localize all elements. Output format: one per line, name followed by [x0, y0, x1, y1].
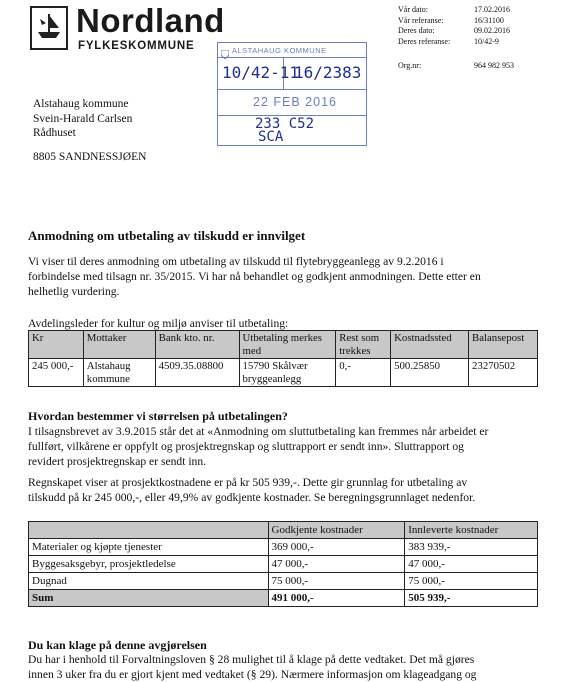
table-cell: 500.25850: [391, 359, 469, 387]
recipient-address: [33, 97, 132, 141]
table-cell: 75 000,-: [268, 573, 405, 590]
org-number-row: Org.nr: 964 982 953: [398, 61, 514, 70]
column-header: Godkjente kostnader: [268, 522, 405, 539]
table-cell: 75 000,-: [405, 573, 538, 590]
recipient-city: 8805 SANDNESSJØEN: [33, 151, 147, 163]
stamp-code: 233 C52: [255, 116, 315, 132]
stamp-initials: SCA: [258, 129, 284, 145]
table-cell: Alstahaug kommune: [83, 359, 155, 387]
table-cell: 369 000,-: [268, 539, 405, 556]
column-header: Mottaker: [83, 331, 155, 359]
table-cell: 0,-: [336, 359, 391, 387]
table-cell: 47 000,-: [405, 556, 538, 573]
table-sum-row: [29, 590, 538, 607]
stamp-divider: [218, 89, 366, 90]
table-header-row: [29, 331, 538, 359]
section-heading: Hvordan bestemmer vi størrelsen på utbetalingen?: [28, 409, 288, 423]
table-cell: 383 939,-: [405, 539, 538, 556]
section-paragraph: Du har i henhold til Forvaltningsloven § 28 mulighet til å klage på dette vedtaket. Det må gjøres innen 3 uker fra du er gjort kjent med vedtaket (§ 29). Nærmere informasjon om klageadgang og: [28, 653, 477, 681]
column-header: Utbetaling merkes med: [239, 331, 336, 359]
table-row: [29, 556, 538, 573]
logo-emblem: [30, 6, 68, 50]
column-header: Kr: [29, 331, 84, 359]
table-row: [29, 359, 538, 387]
stamp-ref-1: 10/42-11: [222, 63, 300, 82]
reference-row: Vår referanse: 16/31100: [398, 15, 504, 25]
table-cell: 505 939,-: [405, 590, 538, 607]
table-cell: 245 000,-: [29, 359, 84, 387]
logo-subtitle: FYLKESKOMMUNE: [78, 40, 195, 52]
section-heading: Du kan klage på denne avgjørelsen: [28, 638, 207, 652]
address-line: Rådhuset: [33, 127, 76, 139]
address-line: Alstahaug kommune: [33, 98, 129, 110]
logo-name: Nordland: [76, 2, 225, 39]
column-header: [29, 522, 269, 539]
intro-paragraph: Vi viser til deres anmodning om utbetaling av tilskudd til flytebryggeanlegg av 9.2.2016 i forbindelse med tilsagn nr. 35/2015. Vi har nå behandlet og godkjent anmodningen. Dette etter en helhetlig vurdering.: [28, 255, 481, 298]
reference-row: Vår dato: 17.02.2016: [398, 5, 510, 14]
table-cell: Byggesaksgebyr, prosjektledelse: [29, 556, 269, 573]
table-header-row: [29, 522, 538, 539]
stamp-crest-icon: [221, 46, 229, 64]
reference-block: [398, 5, 564, 72]
column-header: Innleverte kostnader: [405, 522, 538, 539]
stamp-date: 22 FEB 2016: [253, 95, 337, 109]
reference-row: Deres dato: 09.02.2016: [398, 26, 510, 35]
stamp-header: ALSTAHAUG KOMMUNE: [232, 46, 327, 55]
column-header: Balansepost: [469, 331, 538, 359]
section-paragraph: I tilsagnsbrevet av 3.9.2015 står det at «Anmodning om sluttutbetaling kan fremmes når arbeidet er fullført, vilkårene er oppfylt og prosjektregnskap og sluttrapport er sendt inn». Sluttrapport og revidert prosjektregnskap er sendt inn.: [28, 425, 489, 468]
table-row: [29, 539, 538, 556]
address-line: Svein-Harald Carlsen: [33, 112, 133, 125]
table-cell: Materialer og kjøpte tjenester: [29, 539, 269, 556]
column-header: Rest som trekkes: [336, 331, 391, 359]
letter-title: Anmodning om utbetaling av tilskudd er innvilget: [28, 228, 306, 243]
table-cell: 47 000,-: [268, 556, 405, 573]
table-cell: Sum: [29, 590, 269, 607]
table-row: [29, 573, 538, 590]
column-header: Bank kto. nr.: [155, 331, 239, 359]
table-cell: 491 000,-: [268, 590, 405, 607]
table-cell: 15790 Skålvær bryggeanlegg: [239, 359, 336, 387]
column-header: Kostnadssted: [391, 331, 469, 359]
table-cell: 23270502: [469, 359, 538, 387]
stamp-ref-2: 16/2383: [294, 63, 362, 82]
reference-row: Deres referanse: 10/42-9: [398, 36, 499, 46]
table-cell: 4509.35.08800: [155, 359, 239, 387]
payment-table: [28, 330, 538, 387]
stamp-divider: [218, 57, 366, 58]
ship-icon: [32, 8, 66, 48]
calculation-paragraph: Regnskapet viser at prosjektkostnadene er på kr 505 939,-. Dette gir grunnlag for utbetaling av tilskudd på kr 245 000,-, eller 49,9% av godkjente kostnader. Se beregningsgrunnlaget nedenfor.: [28, 476, 476, 504]
table-cell: Dugnad: [29, 573, 269, 590]
cost-table: [28, 521, 538, 607]
payment-caption: Avdelingsleder for kultur og miljø anviser til utbetaling:: [28, 317, 289, 330]
